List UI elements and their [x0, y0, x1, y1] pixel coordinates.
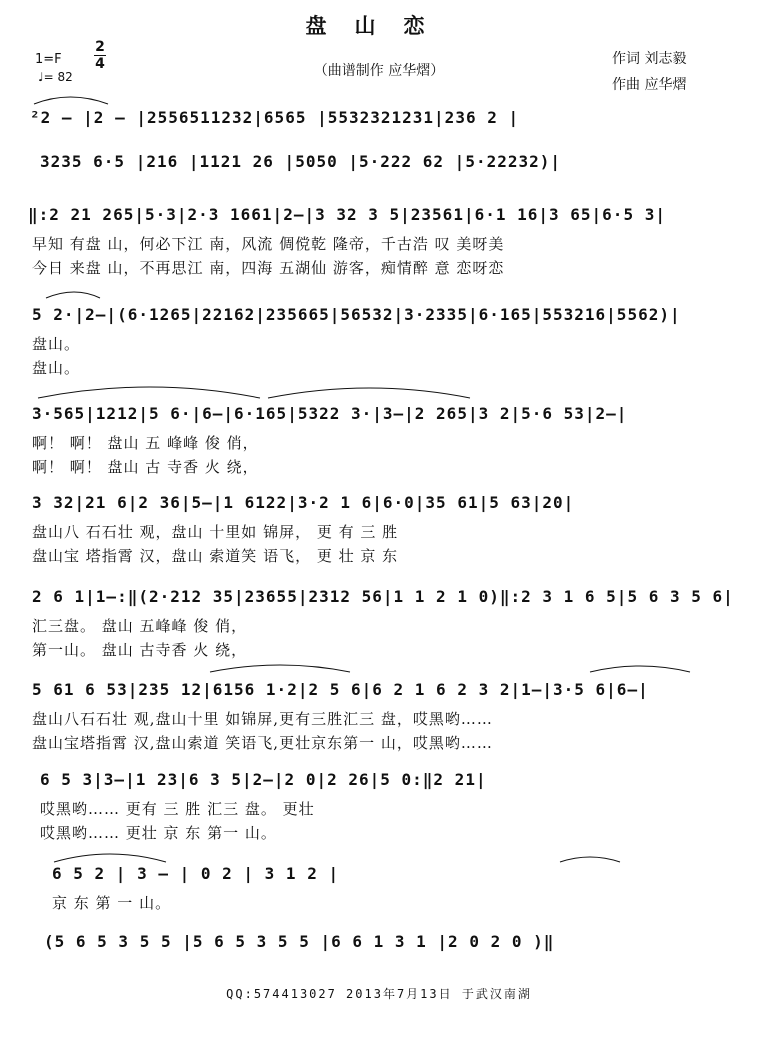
slur: [34, 97, 108, 104]
notation-line-11: (5 6 5 3 5 5 |5 6 5 3 5 5 |6 6 1 3 1 |2 0 2 0 )‖: [44, 932, 555, 951]
slur: [38, 387, 260, 398]
lyric-line-9b: 哎黑哟…… 更壮 京 东 第一 山。: [40, 824, 277, 842]
tempo-marking: ♩= 82: [38, 70, 73, 84]
subtitle: （曲谱制作 应华熠）: [313, 63, 445, 79]
time-signature-top: 2: [95, 39, 105, 55]
slur: [268, 388, 470, 398]
lyric-line-3b: 今日 来盘 山，不再思江 南，四海 五湖仙 游客，痴情醉 意 恋呀恋: [32, 259, 505, 277]
slur: [46, 292, 100, 298]
lyric-line-5b: 啊！ 啊！ 盘山 古 寺香 火 绕，: [32, 458, 259, 476]
slur: [54, 854, 166, 862]
footer-credit: QQ:574413027 2013年7月13日 于武汉南湖: [226, 987, 532, 1001]
key-signature: 1=F: [35, 52, 62, 67]
lyric-line-4a: 盘山。: [32, 335, 81, 353]
notation-line-3: ‖:2 21 265|5·3|2·3 1661|2–|3 32 3 5|23561|6·1 16|3 65|6·5 3|: [28, 205, 666, 224]
notation-line-5: 3·565|1212|5 6·|6–|6·165|5322 3·|3–|2 265|3 2|5·6 53|2–|: [32, 404, 628, 423]
notation-line-2: 3235 6·5 |216 |1121 26 |5050 |5·222 62 |5·22232)|: [40, 152, 562, 171]
lyric-line-7a: 汇三盘。 盘山 五峰峰 俊 俏，: [32, 617, 248, 635]
lyric-line-3a: 早知 有盘 山，何必下江 南，风流 倜傥乾 隆帝，千古浩 叹 美呀美: [32, 235, 505, 253]
notation-line-4: 5 2·|2–|(6·1265|22162|235665|56532|3·2335|6·165|553216|5562)|: [32, 305, 681, 324]
lyric-line-8a: 盘山八石石壮 观,盘山十里 如锦屏,更有三胜汇三 盘，哎黑哟……: [32, 710, 493, 728]
lyric-line-6a: 盘山八 石石壮 观，盘山 十里如 锦屏， 更 有 三 胜: [32, 523, 399, 541]
notation-line-8: 5 61 6 53|235 12|6156 1·2|2 5 6|6 2 1 6 2 3 2|1–|3·5 6|6–|: [32, 680, 649, 699]
lyric-line-9a: 哎黑哟…… 更有 三 胜 汇三 盘。 更壮: [40, 800, 315, 818]
notation-line-1: ²2 – |2 – |2556511232|6565 |5532321231|236 2 |: [30, 108, 520, 127]
lyric-line-10: 京 东 第 一 山。: [52, 894, 172, 912]
time-signature-bottom: 4: [95, 56, 105, 72]
song-title: 盘山恋: [305, 14, 453, 38]
notation-line-10: 6 5 2 | 3 – | 0 2 | 3 1 2 |: [52, 864, 340, 883]
lyric-line-6b: 盘山宝 塔指霄 汉，盘山 索道笑 语飞， 更 壮 京 东: [32, 547, 399, 565]
slur: [590, 666, 690, 672]
notation-line-7: 2 6 1|1–:‖(2·212 35|23655|2312 56|1 1 2 1 0)‖:2 3 1 6 5|5 6 3 5 6|: [32, 587, 734, 606]
lyricist-credit: 作词 刘志毅: [612, 51, 687, 67]
notation-line-6: 3 32|21 6|2 36|5–|1 6122|3·2 1 6|6·0|35 61|5 63|20|: [32, 493, 575, 512]
lyric-line-7b: 第一山。 盘山 古寺香 火 绕，: [32, 641, 248, 659]
slur: [560, 857, 620, 862]
time-signature: [94, 40, 106, 71]
notation-line-9: 6 5 3|3–|1 23|6 3 5|2–|2 0|2 26|5 0:‖2 21|: [40, 770, 487, 789]
lyric-line-4b: 盘山。: [32, 359, 81, 377]
lyric-line-8b: 盘山宝塔指霄 汉,盘山索道 笑语飞,更壮京东第一 山，哎黑哟……: [32, 734, 493, 752]
slur: [210, 665, 350, 672]
lyric-line-5a: 啊！ 啊！ 盘山 五 峰峰 俊 俏，: [32, 434, 259, 452]
composer-credit: 作曲 应华熠: [612, 77, 687, 93]
